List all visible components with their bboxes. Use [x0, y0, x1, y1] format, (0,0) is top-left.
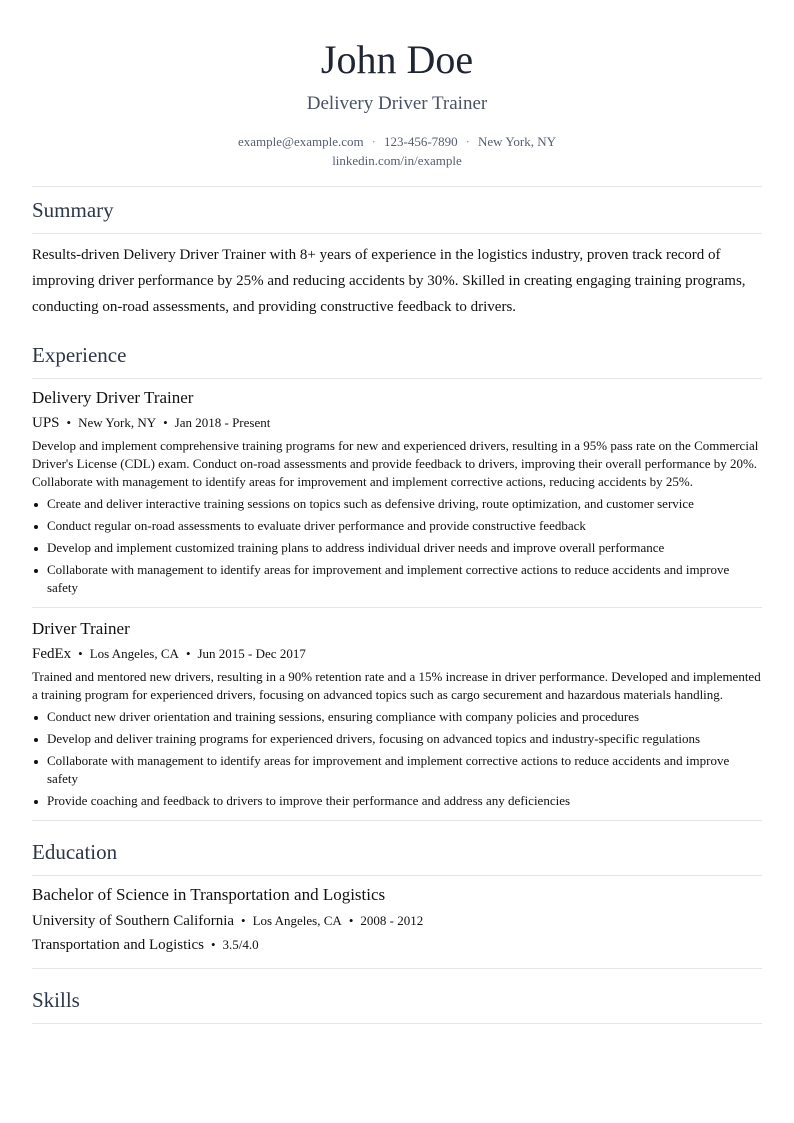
job-bullet: Develop and implement customized training plans to address individual driver needs and improve overall performance — [32, 539, 762, 557]
education-meta — [32, 910, 762, 932]
job-bullet: Collaborate with management to identify areas for improvement and implement corrective actions to reduce accidents and improve safety — [32, 752, 762, 788]
section-title-summary: Summary — [32, 198, 114, 222]
job-title: Driver Trainer — [32, 619, 130, 638]
contact-separator: · — [465, 134, 470, 149]
job-description: Develop and implement comprehensive training programs for new and experienced drivers, resulting in a 95% pass rate on the Commercial Driver's License (CDL) exam. Conduct on-road assessments and provide feedback to drivers, improving their overall performance by 20%. Collaborate with management to identify areas for improvement and implement corrective actions, reducing accidents by 25%. — [32, 438, 759, 489]
contact-linkedin[interactable]: linkedin.com/in/example — [332, 153, 462, 168]
job-dates: Jun 2015 - Dec 2017 — [197, 646, 306, 661]
job-meta — [32, 413, 762, 433]
job-bullets — [32, 495, 762, 597]
divider — [32, 378, 762, 379]
contact-line — [32, 132, 762, 151]
job-bullet: Provide coaching and feedback to drivers to improve their performance and address any deficiencies — [32, 792, 762, 810]
divider — [32, 1023, 762, 1024]
contact-linkedin-line — [32, 151, 762, 170]
education-gpa: 3.5/4.0 — [222, 937, 259, 952]
job-bullet: Conduct regular on-road assessments to evaluate driver performance and provide constructive feedback — [32, 517, 762, 535]
candidate-name: John Doe — [320, 37, 474, 82]
contact-phone: 123-456-7890 — [383, 134, 458, 149]
job-bullet: Develop and deliver training programs for experienced drivers, focusing on advanced topics and industry-specific regulations — [32, 730, 762, 748]
contact-separator: · — [371, 134, 376, 149]
job-dates: Jan 2018 - Present — [174, 415, 271, 430]
section-title-education: Education — [32, 840, 118, 864]
job-company: FedEx — [32, 646, 72, 662]
resume-header — [32, 36, 762, 170]
education-item — [32, 884, 762, 956]
meta-separator: • — [185, 646, 191, 661]
divider — [32, 875, 762, 876]
education-years: 2008 - 2012 — [360, 913, 424, 928]
job-title: Delivery Driver Trainer — [32, 388, 194, 407]
job-meta — [32, 644, 762, 664]
job-company: UPS — [32, 415, 60, 431]
summary-text: Results-driven Delivery Driver Trainer with 8+ years of experience in the logistics industry, proven track record of improving driver performance by 25% and reducing accidents by 30%. Skilled in creating engaging training programs, conducting on-road assessments, and providing constructive feedback to drivers. — [32, 247, 746, 315]
job-bullet: Collaborate with management to identify areas for improvement and implement corrective actions to reduce accidents and improve safety — [32, 561, 762, 597]
job-bullet: Conduct new driver orientation and training sessions, ensuring compliance with company policies and procedures — [32, 708, 762, 726]
meta-separator: • — [210, 937, 216, 952]
education-field: Transportation and Logistics — [32, 937, 204, 953]
job-location: New York, NY — [78, 415, 157, 430]
divider — [32, 820, 762, 821]
job-description: Trained and mentored new drivers, resulting in a 90% retention rate and a 15% increase in driver performance. Developed and implemented a training program for experienced drivers, focusing on advanced topics such as cargo securement and hazardous materials handling. — [32, 669, 761, 702]
contact-location: New York, NY — [478, 134, 557, 149]
job-location: Los Angeles, CA — [89, 646, 179, 661]
meta-separator: • — [66, 415, 72, 430]
education-school: University of Southern California — [32, 913, 235, 929]
contact-email[interactable]: example@example.com — [237, 134, 364, 149]
education-field-line — [32, 934, 762, 956]
education-location: Los Angeles, CA — [252, 913, 342, 928]
divider — [32, 607, 762, 608]
meta-separator: • — [348, 913, 354, 928]
experience-item — [32, 387, 762, 597]
divider — [32, 233, 762, 234]
meta-separator: • — [163, 415, 168, 430]
meta-separator: • — [241, 913, 246, 928]
divider — [32, 968, 762, 969]
candidate-title: Delivery Driver Trainer — [306, 93, 488, 114]
experience-item — [32, 618, 762, 810]
meta-separator: • — [78, 646, 83, 661]
section-title-experience: Experience — [32, 343, 127, 367]
education-degree: Bachelor of Science in Transportation and Logistics — [32, 885, 386, 904]
section-title-skills: Skills — [32, 988, 80, 1012]
job-bullet: Create and deliver interactive training sessions on topics such as defensive driving, route optimization, and customer service — [32, 495, 762, 513]
job-bullets — [32, 708, 762, 810]
